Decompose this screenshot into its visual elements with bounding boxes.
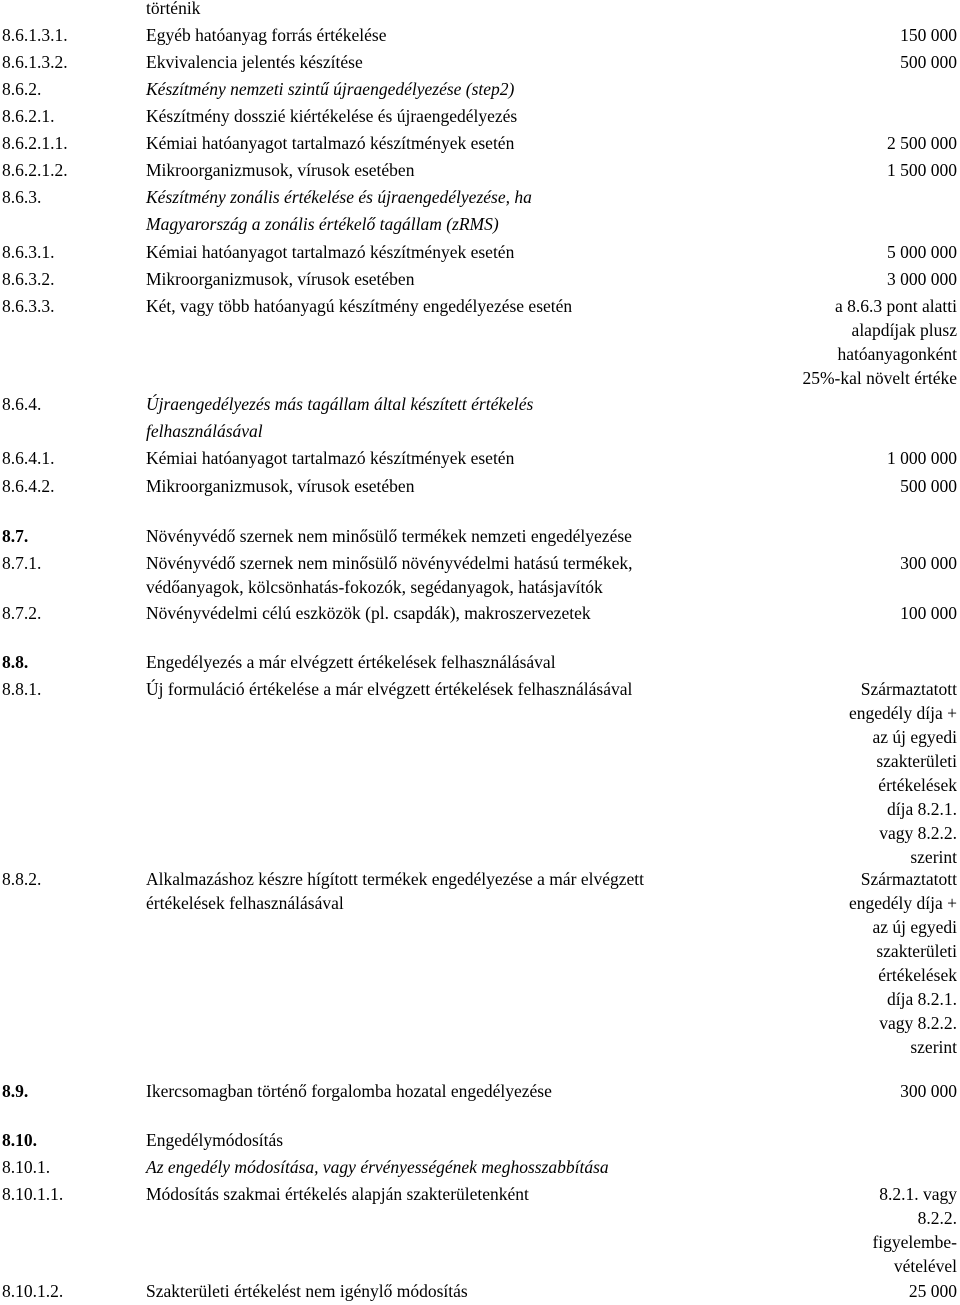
row-fee-line: figyelembe- bbox=[872, 1232, 957, 1252]
row-description: Növényvédelmi célú eszközök (pl. csapdák), makroszervezetek bbox=[146, 603, 591, 623]
row-fee bbox=[849, 867, 957, 1059]
row-description: Az engedély módosítása, vagy érvényességének meghosszabbítása bbox=[146, 1157, 609, 1177]
row-fee-line: Származtatott bbox=[860, 679, 957, 699]
row-fee-line: szerint bbox=[910, 847, 957, 867]
row-description: Mikroorganizmusok, vírusok esetében bbox=[146, 476, 415, 496]
section-title: Engedélymódosítás bbox=[146, 1130, 284, 1150]
row-fee: 100 000 bbox=[900, 603, 957, 623]
row-description: Szakterületi értékelést nem igénylő módosítás bbox=[146, 1281, 468, 1301]
row-fee-line: 8.2.1. vagy bbox=[879, 1184, 957, 1204]
row-fee: 500 000 bbox=[900, 476, 957, 496]
section-number: 8.8. bbox=[2, 652, 29, 672]
row-description-line: Alkalmazáshoz készre hígított termékek engedélyezése a már elvégzett bbox=[146, 869, 645, 889]
row-number: 8.6.4.2. bbox=[2, 476, 55, 496]
row-fee-line: a 8.6.3 pont alatti bbox=[835, 296, 957, 316]
row-fee-line: 25%-kal növelt értéke bbox=[802, 368, 957, 388]
row-number: 8.6.2.1.1. bbox=[2, 133, 68, 153]
row-number: 8.10.1.2. bbox=[2, 1281, 64, 1301]
row-fee-line: szakterületi bbox=[876, 751, 957, 771]
row-description: Módosítás szakmai értékelés alapján szakterületenként bbox=[146, 1184, 529, 1204]
row-description: Két, vagy több hatóanyagú készítmény engedélyezése esetén bbox=[146, 296, 573, 316]
row-description bbox=[146, 551, 632, 599]
row-fee-line: díja 8.2.1. bbox=[887, 989, 957, 1009]
row-fee: 3 000 000 bbox=[887, 269, 957, 289]
row-fee-line: vagy 8.2.2. bbox=[879, 823, 957, 843]
row-number: 8.6.1.3.1. bbox=[2, 25, 68, 45]
row-description bbox=[146, 867, 644, 915]
row-fee: 2 500 000 bbox=[887, 133, 957, 153]
row-fee-line: engedély díja + bbox=[848, 893, 957, 913]
row-description-line: Növényvédő szernek nem minősülő növényvédelmi hatású termékek, bbox=[146, 553, 633, 573]
row-description: Készítmény dosszié kiértékelése és újraengedélyezés bbox=[146, 106, 518, 126]
row-fee-line: szerint bbox=[910, 1037, 957, 1057]
row-number: 8.7.1. bbox=[2, 553, 42, 573]
row-fee: 25 000 bbox=[908, 1281, 957, 1301]
row-description: Egyéb hatóanyag forrás értékelése bbox=[146, 25, 387, 45]
row-number: 8.6.3.2. bbox=[2, 269, 55, 289]
row-fee: 1 000 000 bbox=[887, 448, 957, 468]
row-number: 8.6.4.1. bbox=[2, 448, 55, 468]
row-number: 8.8.1. bbox=[2, 679, 42, 699]
section-title: Engedélyezés a már elvégzett értékelések felhasználásával bbox=[146, 652, 556, 672]
row-fee-line: 8.2.2. bbox=[917, 1208, 957, 1228]
row-fee bbox=[849, 677, 957, 869]
row-fee: 500 000 bbox=[900, 52, 957, 72]
row-fee bbox=[872, 1182, 957, 1278]
row-description-line: felhasználásával bbox=[146, 421, 263, 441]
row-number: 8.10.1. bbox=[2, 1157, 51, 1177]
row-fee: 300 000 bbox=[900, 1081, 957, 1101]
row-description: Mikroorganizmusok, vírusok esetében bbox=[146, 160, 415, 180]
row-fee-line: hatóanyagonként bbox=[837, 344, 957, 364]
row-fee-line: az új egyedi bbox=[872, 917, 957, 937]
row-description: Kémiai hatóanyagot tartalmazó készítmények esetén bbox=[146, 242, 515, 262]
row-description bbox=[146, 392, 533, 443]
row-fee-line: engedély díja + bbox=[848, 703, 957, 723]
row-number: 8.6.4. bbox=[2, 394, 42, 414]
row-description: Új formuláció értékelése a már elvégzett értékelések felhasználásával bbox=[146, 679, 633, 699]
row-number: 8.8.2. bbox=[2, 869, 42, 889]
row-fee-line: értékelések bbox=[878, 775, 957, 795]
row-number: 8.6.3.1. bbox=[2, 242, 55, 262]
section-title: Ikercsomagban történő forgalomba hozatal engedélyezése bbox=[146, 1081, 552, 1101]
row-description-line: Készítmény zonális értékelése és újraengedélyezése, ha bbox=[146, 187, 532, 207]
row-number: 8.6.3. bbox=[2, 187, 42, 207]
row-description-line: Újraengedélyezés más tagállam által készített értékelés bbox=[146, 394, 534, 414]
row-description-line: Magyarország a zonális értékelő tagállam (zRMS) bbox=[146, 214, 499, 234]
row-fee-line: az új egyedi bbox=[872, 727, 957, 747]
row-fee-line: vételével bbox=[893, 1256, 957, 1276]
row-fee-line: Származtatott bbox=[860, 869, 957, 889]
row-description bbox=[146, 185, 532, 236]
row-description: Készítmény nemzeti szintű újraengedélyezése (step2) bbox=[146, 79, 515, 99]
row-number: 8.7.2. bbox=[2, 603, 42, 623]
row-description: Ekvivalencia jelentés készítése bbox=[146, 52, 363, 72]
row-fee-line: díja 8.2.1. bbox=[887, 799, 957, 819]
row-description-line: értékelések felhasználásával bbox=[146, 893, 344, 913]
row-description: történik bbox=[146, 0, 201, 18]
row-number: 8.6.1.3.2. bbox=[2, 52, 68, 72]
row-description-line: védőanyagok, kölcsönhatás-fokozók, segédanyagok, hatásjavítók bbox=[146, 577, 603, 597]
row-description: Kémiai hatóanyagot tartalmazó készítmények esetén bbox=[146, 448, 515, 468]
row-description: Kémiai hatóanyagot tartalmazó készítmények esetén bbox=[146, 133, 515, 153]
row-fee-line: értékelések bbox=[878, 965, 957, 985]
row-number: 8.6.3.3. bbox=[2, 296, 55, 316]
row-fee: 150 000 bbox=[900, 25, 957, 45]
row-number: 8.10.1.1. bbox=[2, 1184, 64, 1204]
row-fee: 5 000 000 bbox=[887, 242, 957, 262]
section-number: 8.10. bbox=[2, 1130, 37, 1150]
row-fee: 300 000 bbox=[900, 553, 957, 573]
row-description: Mikroorganizmusok, vírusok esetében bbox=[146, 269, 415, 289]
row-fee bbox=[802, 294, 957, 390]
section-number: 8.9. bbox=[2, 1081, 29, 1101]
row-fee-line: vagy 8.2.2. bbox=[879, 1013, 957, 1033]
row-fee-line: alapdíjak plusz bbox=[851, 320, 957, 340]
row-number: 8.6.2. bbox=[2, 79, 42, 99]
section-number: 8.7. bbox=[2, 526, 29, 546]
row-fee: 1 500 000 bbox=[887, 160, 957, 180]
row-fee-line: szakterületi bbox=[876, 941, 957, 961]
row-number: 8.6.2.1.2. bbox=[2, 160, 68, 180]
section-title: Növényvédő szernek nem minősülő termékek nemzeti engedélyezése bbox=[146, 526, 632, 546]
row-number: 8.6.2.1. bbox=[2, 106, 55, 126]
